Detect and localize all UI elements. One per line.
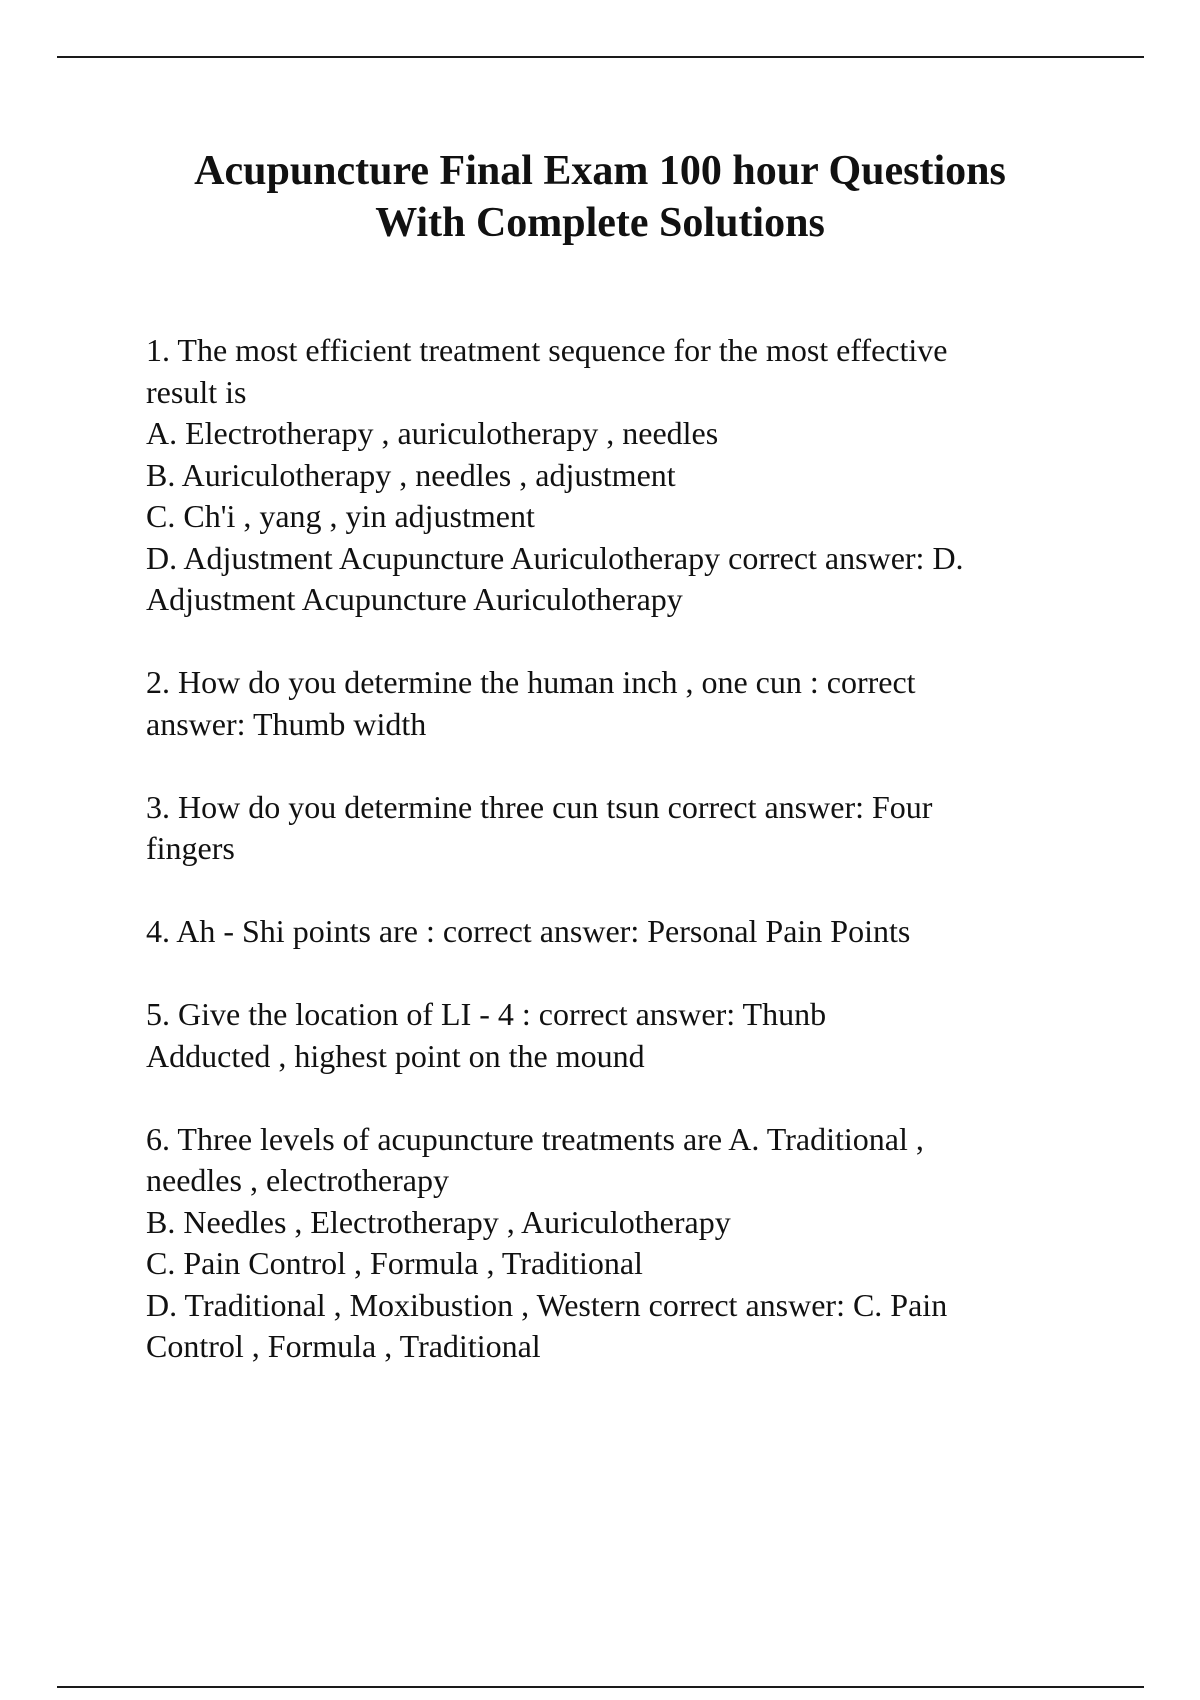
- question-line: 2. How do you determine the human inch , one cun : correct: [146, 664, 916, 700]
- question-6: [146, 1119, 1146, 1368]
- answer-line: answer: Thumb width: [146, 705, 427, 742]
- question-line: 1. The most efficient treatment sequence for the most effective: [146, 332, 948, 368]
- question-line: 4. Ah - Shi points are : correct answer: Personal Pain Points: [146, 913, 911, 949]
- answer-option: A. Electrotherapy , auriculotherapy , needles: [146, 415, 719, 451]
- answer-line: Adjustment Acupuncture Auriculotherapy: [146, 581, 683, 617]
- answer-line: fingers: [146, 830, 235, 866]
- answer-option: B. Auriculotherapy , needles , adjustment: [146, 456, 676, 493]
- title-line: With Complete Solutions: [375, 200, 825, 246]
- bottom-divider: [57, 1686, 1144, 1688]
- answer-line: Control , Formula , Traditional: [146, 1328, 541, 1364]
- answer-option: C. Ch'i , yang , yin adjustment: [146, 498, 535, 534]
- question-line: 5. Give the location of LI - 4 : correct answer: Thunb: [146, 996, 827, 1032]
- answer-option: C. Pain Control , Formula , Traditional: [146, 1245, 643, 1281]
- question-2: [146, 662, 1146, 745]
- question-line: result is: [146, 373, 247, 410]
- question-5: [146, 994, 1146, 1077]
- answer-option: D. Traditional , Moxibustion , Western correct answer: C. Pain: [146, 1286, 948, 1323]
- question-line: needles , electrotherapy: [146, 1162, 449, 1198]
- answer-option: B. Needles , Electrotherapy , Auriculotherapy: [146, 1203, 731, 1240]
- question-list: [146, 330, 1146, 1409]
- document-title: [100, 145, 1100, 249]
- question-line: 3. How do you determine three cun tsun correct answer: Four: [146, 788, 933, 825]
- question-3: [146, 787, 1146, 870]
- question-line: 6. Three levels of acupuncture treatments are A. Traditional ,: [146, 1120, 924, 1157]
- answer-option: D. Adjustment Acupuncture Auriculotherapy correct answer: D.: [146, 539, 964, 576]
- top-divider: [57, 56, 1144, 58]
- question-4: [146, 911, 1146, 953]
- answer-line: Adducted , highest point on the mound: [146, 1037, 645, 1074]
- question-1: [146, 330, 1146, 621]
- title-line: Acupuncture Final Exam 100 hour Questions: [194, 148, 1006, 194]
